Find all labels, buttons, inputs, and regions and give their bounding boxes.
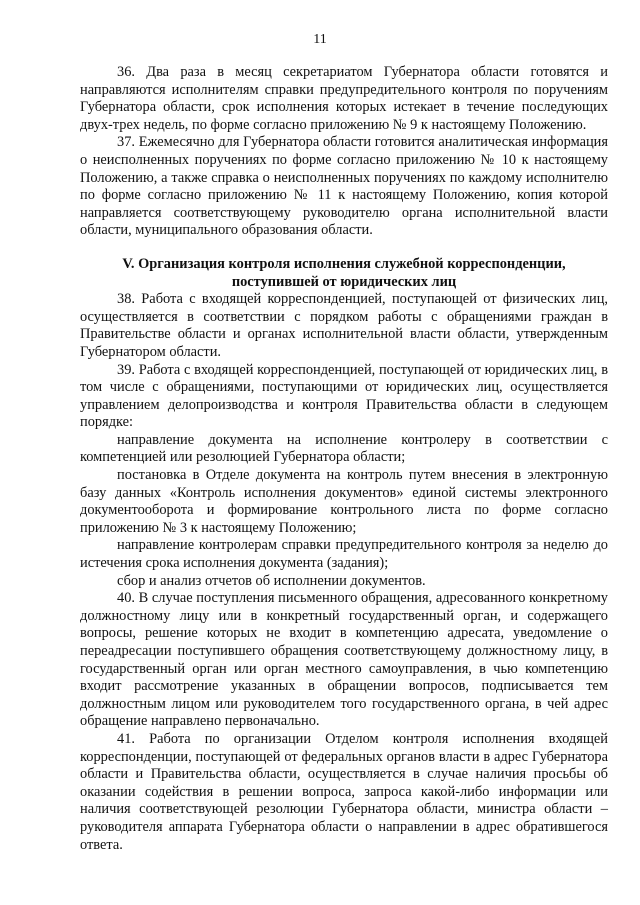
paragraph-37: 37. Ежемесячно для Губернатора области готовится аналитическая информация о неисполненных поручениях по форме согласно приложению № 10 к настоящему Положению, а также справка о неисполненных поручениях по каждому исполнителю по форме согласно приложению № 11 к настоящему Положению, копия которой направляется соответствующему руководителю органа исполнительной власти области, муниципального образования области. bbox=[80, 134, 608, 239]
page-content bbox=[80, 64, 608, 854]
paragraph-38: 38. Работа с входящей корреспонденцией, поступающей от физических лиц, осуществляется в соответствии с порядком работы с обращениями граждан в Правительстве области и органах исполнительной власти области, утвержденным Губернатором области. bbox=[80, 291, 608, 360]
list-item-reports: сбор и анализ отчетов об исполнении документов. bbox=[117, 572, 426, 589]
section-heading bbox=[80, 256, 608, 291]
section-heading-line-2: поступившей от юридических лиц bbox=[231, 273, 457, 290]
paragraph-39: 39. Работа с входящей корреспонденцией, поступающей от юридических лиц, в том числе с обращениями, поступающими от юридических лиц, осуществляется управлением делопроизводства и контроля Правительства области в следующем порядке: bbox=[80, 361, 608, 431]
paragraph-40: 40. В случае поступления письменного обращения, адресованного конкретному должностному лицу или в конкретный государственный орган, и содержащего вопросы, решение которых не входит в компетенцию адресата, уведомление о переадресации поступившего обращения соответствующему должностному лицу, в государственный орган или орган местного самоуправления, в чью компетенцию входит рассмотрение указанных в обращении вопросов, подписывается тем должностным лицом или руководителем того государственного органа, в чей адрес обращение направлено первоначально. bbox=[80, 590, 608, 730]
paragraph-36: 36. Два раза в месяц секретариатом Губернатора области готовятся и направляются исполнителям справки предупредительного контроля по поручениям Губернатора области, срок исполнения которых истекает в течение последующих двух-трех недель, по форме согласно приложению № 9 к настоящему Положению. bbox=[80, 64, 608, 133]
list-item-reminder: направление контролерам справки предупредительного контроля за неделю до истечения срока исполнения документа (задания); bbox=[80, 537, 608, 572]
list-item-assignment: направление документа на исполнение контролеру в соответствии с компетенцией или резолюцией Губернатора области; bbox=[80, 431, 608, 466]
list-item-registration: постановка в Отделе документа на контроль путем внесения в электронную базу данных «Контроль исполнения документов» единой системы электронного документооборота и формирование контрольного листа по форме согласно приложению № 3 к настоящему Положению; bbox=[80, 467, 608, 536]
section-heading-line-1: V. Организация контроля исполнения служебной корреспонденции, bbox=[122, 255, 566, 272]
page-number: 11 bbox=[313, 32, 327, 47]
paragraph-41: 41. Работа по организации Отделом контроля исполнения входящей корреспонденции, поступающей от федеральных органов власти в адрес Губернатора области и Правительства области, осуществляется в случае наличия просьбы об оказании содействия в решении вопроса, запроса какой-либо информации или наличия соответствующей резолюции Губернатора области, министра области – руководителя аппарата Губернатора области о направлении в адрес обратившегося ответа. bbox=[80, 730, 608, 853]
